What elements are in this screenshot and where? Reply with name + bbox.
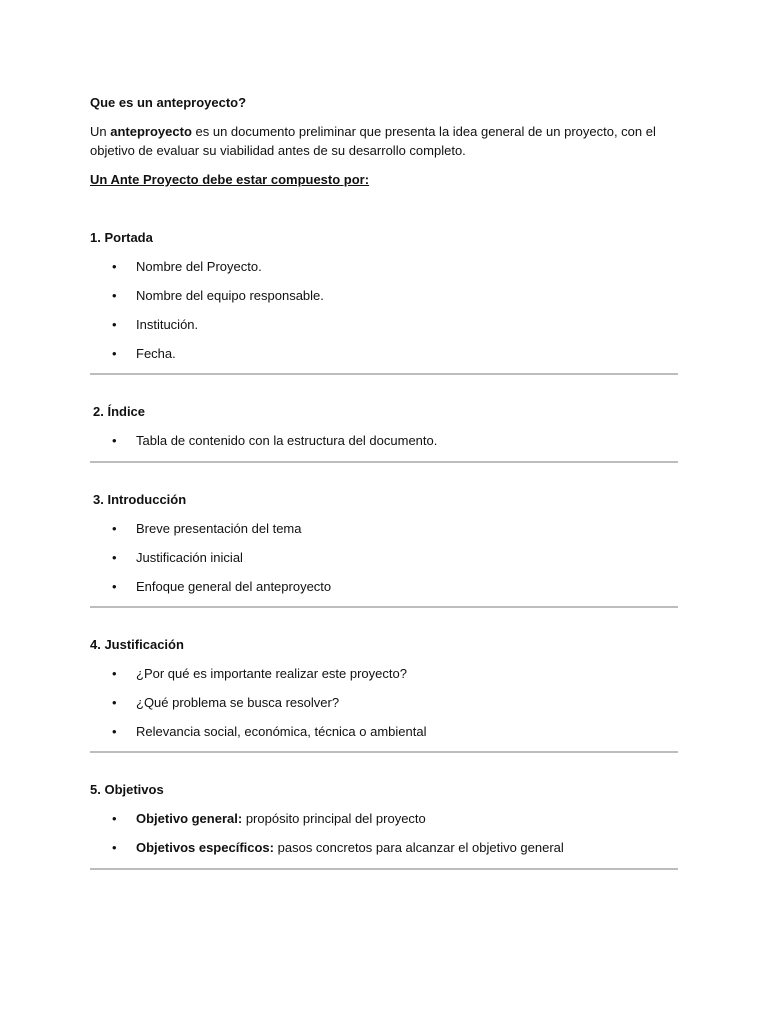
list-item-text: Relevancia social, económica, técnica o ambiental (136, 724, 427, 739)
intro-paragraph (90, 122, 680, 160)
section-divider (90, 461, 678, 463)
section-divider (90, 868, 678, 870)
bullet-icon: • (112, 724, 117, 739)
list-item (112, 317, 198, 332)
list-item (112, 811, 426, 826)
list-item (112, 259, 262, 274)
bullet-icon: • (112, 521, 117, 536)
list-item (112, 550, 243, 565)
list-item-text: ¿Por qué es importante realizar este proyecto? (136, 666, 407, 681)
list-item (112, 695, 339, 710)
intro-bold-word: anteproyecto (110, 124, 192, 139)
list-item-bold-label: Objetivo general: (136, 811, 243, 826)
bullet-icon: • (112, 579, 117, 594)
list-item-text: Nombre del Proyecto. (136, 259, 262, 274)
list-item-text: pasos concretos para alcanzar el objetivo general (277, 840, 564, 855)
list-item-text: Tabla de contenido con la estructura del documento. (136, 433, 438, 448)
section-heading-introduccion: 3. Introducción (93, 492, 187, 507)
list-item-text: Enfoque general del anteproyecto (136, 579, 332, 594)
bullet-icon: • (112, 695, 117, 710)
document-title: Que es un anteproyecto? (90, 95, 247, 110)
section-heading-portada: 1. Portada (90, 230, 153, 245)
list-item-text: Justificación inicial (136, 550, 243, 565)
bullet-icon: • (112, 317, 117, 332)
list-item (112, 346, 176, 361)
list-item (112, 521, 301, 536)
bullet-icon: • (112, 259, 117, 274)
bullet-icon: • (112, 840, 117, 855)
intro-line1-rest: es un documento preliminar que presenta la idea general de un proyecto, con el (195, 124, 656, 139)
list-item-text: Nombre del equipo responsable. (136, 288, 324, 303)
section-heading-indice: 2. Índice (93, 404, 146, 419)
list-item (112, 288, 324, 303)
section-divider (90, 606, 678, 608)
section-heading-justificacion: 4. Justificación (90, 637, 184, 652)
list-item-text: Breve presentación del tema (136, 521, 302, 536)
composition-heading: Un Ante Proyecto debe estar compuesto por: (90, 172, 370, 187)
bullet-icon: • (112, 433, 117, 448)
list-item-text: ¿Qué problema se busca resolver? (136, 695, 340, 710)
list-item-text: Fecha. (136, 346, 176, 361)
bullet-icon: • (112, 550, 117, 565)
section-divider (90, 751, 678, 753)
intro-line2: objetivo de evaluar su viabilidad antes de su desarrollo completo. (90, 143, 466, 158)
bullet-icon: • (112, 811, 117, 826)
list-item-text: Institución. (136, 317, 199, 332)
list-item (112, 666, 407, 681)
list-item (112, 433, 437, 448)
list-item (112, 579, 331, 594)
list-item (112, 840, 564, 855)
section-divider (90, 373, 678, 375)
intro-prefix: Un (90, 124, 107, 139)
bullet-icon: • (112, 346, 117, 361)
list-item (112, 724, 427, 739)
section-heading-objetivos: 5. Objetivos (90, 782, 164, 797)
list-item-bold-label: Objetivos específicos: (136, 840, 274, 855)
bullet-icon: • (112, 666, 117, 681)
bullet-icon: • (112, 288, 117, 303)
list-item-text: propósito principal del proyecto (245, 811, 426, 826)
